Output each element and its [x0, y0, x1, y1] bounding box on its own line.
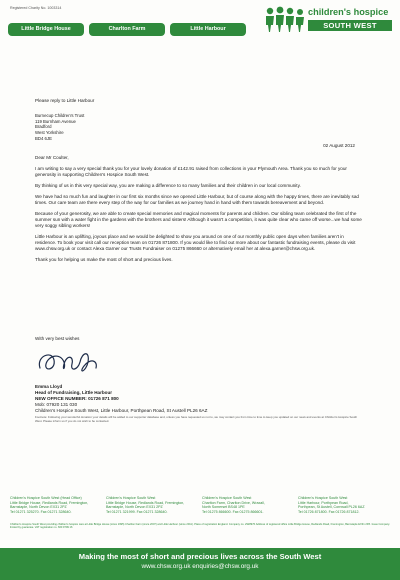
body-paragraph: Little Harbour is an uplifting, joyous place and we would be delighted to show you around on one of our monthly public open days when families aren't in residence. To book your visit call our reception team on 01726 871800. If you would like to find out more about our fantastic fundraising events, please do visit www.chsw.org.uk or contact Alexa Garner our Trusts Fundraiser on 01275 866660 or alternatively email her at alexa.garner@chsw.org.uk.	[35, 234, 356, 252]
address-line: 119 Burnham Avenue	[35, 118, 76, 124]
body-paragraph: Thank you for helping us make the most of short and precious lives.	[35, 257, 173, 263]
footer-tagline: Making the most of short and precious lives across the South West	[78, 552, 322, 561]
office-line: Children's Hospice South West	[298, 496, 348, 500]
office-line: Little Bridge House, Redlands Road, Fremington,	[10, 500, 89, 505]
office-line: Barnstaple, North Devon EX31 2PZ	[106, 505, 163, 510]
body-paragraph: By thinking of us in this very special way, you are making a difference to so many families and their children in our local community.	[35, 183, 301, 188]
recipient-address	[35, 113, 84, 142]
logo-region: SOUTH WEST	[308, 20, 392, 31]
letter-body	[35, 166, 365, 268]
office-charlton-farm	[202, 496, 294, 514]
closing-line: With very best wishes	[35, 336, 80, 341]
office-line: Children's Hospice South West	[106, 496, 156, 500]
signer-name: Emma Lloyd	[35, 384, 63, 389]
address-line: BD4 6JE	[35, 135, 52, 141]
office-head	[10, 496, 102, 514]
registration-text: Children's Hospice South West providing children's hospice care at Little Bridge House (since 1995) Charlton Farm (since 2007) and Little Harbour (since 2011). Place of registration England. Company no. 2928976 Address of registered office Little Bridge House, Redlands Road, Fremington, Barnstaple EX31 2PZ. Issue Company limited by guarantee. VAT registration no. 660 9799 16	[10, 523, 390, 530]
signer-address: Children's Hospice South West, Little Harbour, Porthpean Road, St Austell PL26 6AZ	[35, 407, 208, 413]
tab-little-bridge-house: Little Bridge House	[8, 23, 84, 36]
privacy-note: Footnote: Following your wonderful donation your details will be added to our supporter database and, unless you have requested us not to, we may contact you from time to time to keep you updated on our news and events at Children's Hospice South West. Please inform us if you do not wish to be contacted.	[35, 415, 358, 423]
office-line: Charlton Farm, Charlton Drive, Wraxall,	[202, 500, 265, 505]
signer-title: Head of Fundraising, Little Harbour	[35, 389, 113, 395]
office-line: Children's Hospice South West	[202, 496, 252, 500]
children-figures-icon	[264, 6, 306, 34]
office-line: Little Bridge House, Redlands Road, Fremington,	[106, 500, 185, 505]
address-line: Burnecup Children's Trust	[35, 113, 85, 118]
new-office-number: NEW OFFICE NUMBER: 01726 871 800	[35, 395, 119, 401]
office-little-bridge	[106, 496, 198, 514]
site-tabs	[8, 23, 246, 36]
body-paragraph: We have had so much fun and laughter in our first six months since we opened Little Harbour, but of course along with the happy times, there are inevitably sad times. Our care team are there every step of the way for our families as we journey hand in hand with them towards bereavement and beyond.	[35, 193, 359, 205]
address-line: West Yorkshire	[35, 130, 64, 136]
office-addresses	[10, 496, 390, 514]
office-line: Children's Hospice South West (Head Office)	[10, 496, 82, 500]
salutation: Dear Mr Coulter,	[35, 155, 69, 160]
office-line: North Somerset BS48 1PE	[202, 505, 245, 510]
office-line: Porthpean, St Austell, Cornwall PL26 6AZ	[298, 505, 365, 510]
signoff-block	[35, 384, 207, 414]
footer-bar	[0, 548, 400, 580]
office-line: Little Harbour, Porthpean Road,	[298, 500, 349, 505]
letter-date: 02 August 2012	[323, 143, 355, 148]
body-paragraph: I am writing to say a very special thank you for your lovely donation of £142.91 raised from collections in your Plymouth Area. Thank you so much for your generosity in supporting Children's Hospice South West.	[35, 166, 347, 178]
tab-charlton-farm: Charlton Farm	[89, 23, 165, 36]
office-line: Barnstaple, North Devon EX31 2PZ	[10, 505, 67, 510]
handwritten-signature	[34, 342, 104, 382]
logo-name: children's hospice	[308, 7, 389, 17]
tab-little-harbour: Little Harbour	[170, 23, 246, 36]
body-paragraph: Because of your generosity, we are able to create special memories and magical moments for parents and children. Our sibling team celebrated the first of the summer sun with a water fight in the gardens with the brothers and sisters! Although it wasn't a competition, it was quite clear who came off worse...we had some very soggy sibling workers!	[35, 210, 362, 229]
reply-to-line: Please reply to Little Harbour	[35, 98, 95, 103]
signer-mobile: Mob: 07920 131 030	[35, 401, 78, 407]
office-line: Tel 01275 866600. Fax 01275 866601.	[202, 509, 264, 514]
office-line: Tel 01271 321999. Fax 01271 328640.	[106, 509, 168, 514]
office-line: Tel 01726 871800. Fax 01726 871812.	[298, 509, 360, 514]
footer-links: www.chsw.org.uk enquiries@chsw.org.uk	[141, 563, 259, 570]
office-little-harbour	[298, 496, 390, 514]
address-line: Bradford	[35, 124, 52, 130]
charity-number: Registered Charity No. 1003314	[10, 6, 62, 10]
chsw-logo	[264, 5, 392, 35]
office-line: Tel 01271 325270. Fax 01271 328640.	[10, 509, 72, 514]
